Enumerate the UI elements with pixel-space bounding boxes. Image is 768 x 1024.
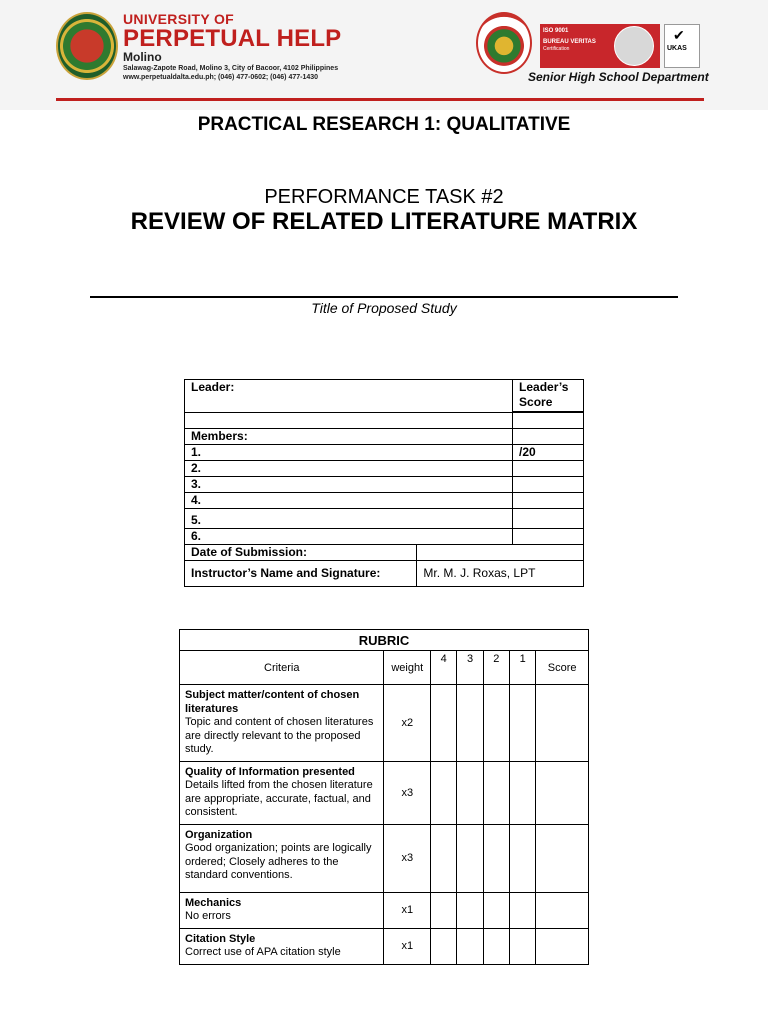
level-cell [457,685,483,762]
level-cell [431,824,457,892]
table-row [180,761,589,824]
level-cell [483,761,509,824]
criterion-weight: x1 [384,892,431,928]
table-row [185,529,584,545]
level-cell [509,824,535,892]
cert-body: BUREAU VERITAS [543,39,596,45]
score-cell [536,824,589,892]
score-cell [536,928,589,964]
score-blank-cell [513,477,584,493]
criterion-cell [180,761,384,824]
table-row [180,892,589,928]
score-blank-cell [513,461,584,477]
level-cell [483,824,509,892]
table-row [185,493,584,509]
score-blank-cell [513,509,584,529]
course-title: PRACTICAL RESEARCH 1: QUALITATIVE [197,114,571,135]
table-row [185,477,584,493]
campus-name: Molino [123,50,162,64]
level-1-header: 1 [509,651,535,685]
table-row [185,445,584,461]
level-2-header: 2 [483,651,509,685]
table-row [180,651,589,685]
leader-label: Leader: [185,380,513,413]
table-row [180,928,589,964]
table-row [185,545,584,561]
spacer-cell [185,413,513,429]
criterion-cell [180,892,384,928]
criterion-description: Correct use of APA citation style [185,946,341,958]
level-cell [483,685,509,762]
criterion-name: Quality of Information presented [185,765,355,778]
members-label: Members: [185,429,513,445]
bureau-veritas-emblem-icon [614,26,654,66]
rubric-table [179,629,589,965]
university-name-block [123,12,383,82]
criterion-description: Good organization; points are logically ordered; Closely adheres to the standard conventions. [185,842,372,881]
criterion-cell [180,824,384,892]
weight-header: weight [384,651,431,685]
table-row [180,630,589,651]
letterhead [0,0,768,110]
leader-score-label: Leader’s Score [513,380,584,412]
criterion-weight: x1 [384,928,431,964]
table-row [185,380,584,412]
task-title: REVIEW OF RELATED LITERATURE MATRIX [130,208,638,235]
criterion-description: Details lifted from the chosen literature are appropriate, accurate, factual, and consistent. [185,779,373,818]
level-cell [431,928,457,964]
level-cell [457,824,483,892]
score-cell [536,892,589,928]
level-cell [431,685,457,762]
criterion-weight: x3 [384,824,431,892]
score-cell [536,685,589,762]
table-row [185,413,584,429]
criterion-description: No errors [185,910,231,922]
criterion-name: Citation Style [185,932,256,945]
level-cell [431,892,457,928]
rubric-title: RUBRIC [180,630,589,651]
date-of-submission-value [417,545,584,561]
table-row [185,429,584,445]
university-contact: www.perpetualdalta.edu.ph; (046) 477-0602; (046) 477-1430 [123,74,319,81]
cert-standard: ISO 9001 [543,28,569,34]
task-label: PERFORMANCE TASK #2 [264,186,504,208]
cert-sub: Certification [543,46,570,52]
level-cell [509,892,535,928]
criterion-weight: x3 [384,761,431,824]
study-title-blank-line [90,296,678,298]
senior-high-school-seal-icon [476,12,532,74]
criterion-name: Organization [185,828,253,841]
score-blank-cell [513,429,584,445]
instructor-value: Mr. M. J. Roxas, LPT [417,561,584,587]
table-row [185,461,584,477]
table-row [180,685,589,762]
criterion-weight: x2 [384,685,431,762]
member-4: 4. [185,493,513,509]
header-divider [56,98,704,101]
university-seal-icon [56,12,118,80]
score-blank-cell [513,529,584,545]
instructor-label: Instructor’s Name and Signature: [185,561,417,587]
department-name: Senior High School Department [528,70,709,84]
level-cell [509,928,535,964]
criteria-header: Criteria [180,651,384,685]
table-row [185,509,584,529]
criterion-name: Mechanics [185,896,242,909]
member-6: 6. [185,529,513,545]
team-info-table [184,379,584,587]
member-2: 2. [185,461,513,477]
level-4-header: 4 [431,651,457,685]
score-header: Score [536,651,589,685]
member-3: 3. [185,477,513,493]
crown-check-icon: ✔ [673,27,685,43]
university-address: Salawag-Zapote Road, Molino 3, City of Bacoor, 4102 Philippines [123,65,339,72]
table-row [180,824,589,892]
table-row [185,561,584,587]
member-1: 1. [185,445,513,461]
level-cell [483,928,509,964]
criterion-cell [180,685,384,762]
criterion-cell [180,928,384,964]
score-spacer-cell [513,413,584,429]
level-cell [457,761,483,824]
iso-certification-logo [540,24,660,68]
level-cell [457,892,483,928]
level-cell [483,892,509,928]
level-cell [431,761,457,824]
score-cell [536,761,589,824]
university-name-line1: UNIVERSITY OF [123,11,234,27]
study-title-label: Title of Proposed Study [311,300,457,316]
criterion-description: Topic and content of chosen literatures are directly relevant to the proposed study. [185,716,374,755]
ukas-label: UKAS [667,45,687,52]
university-name-line2: PERPETUAL HELP [123,25,342,52]
leader-score-value: /20 [513,445,584,461]
ukas-logo [664,24,700,68]
member-5: 5. [185,509,513,529]
level-cell [509,685,535,762]
level-cell [457,928,483,964]
level-3-header: 3 [457,651,483,685]
date-of-submission-label: Date of Submission: [185,545,417,561]
score-blank-cell [513,493,584,509]
level-cell [509,761,535,824]
criterion-name: Subject matter/content of chosen literatures [185,689,360,715]
